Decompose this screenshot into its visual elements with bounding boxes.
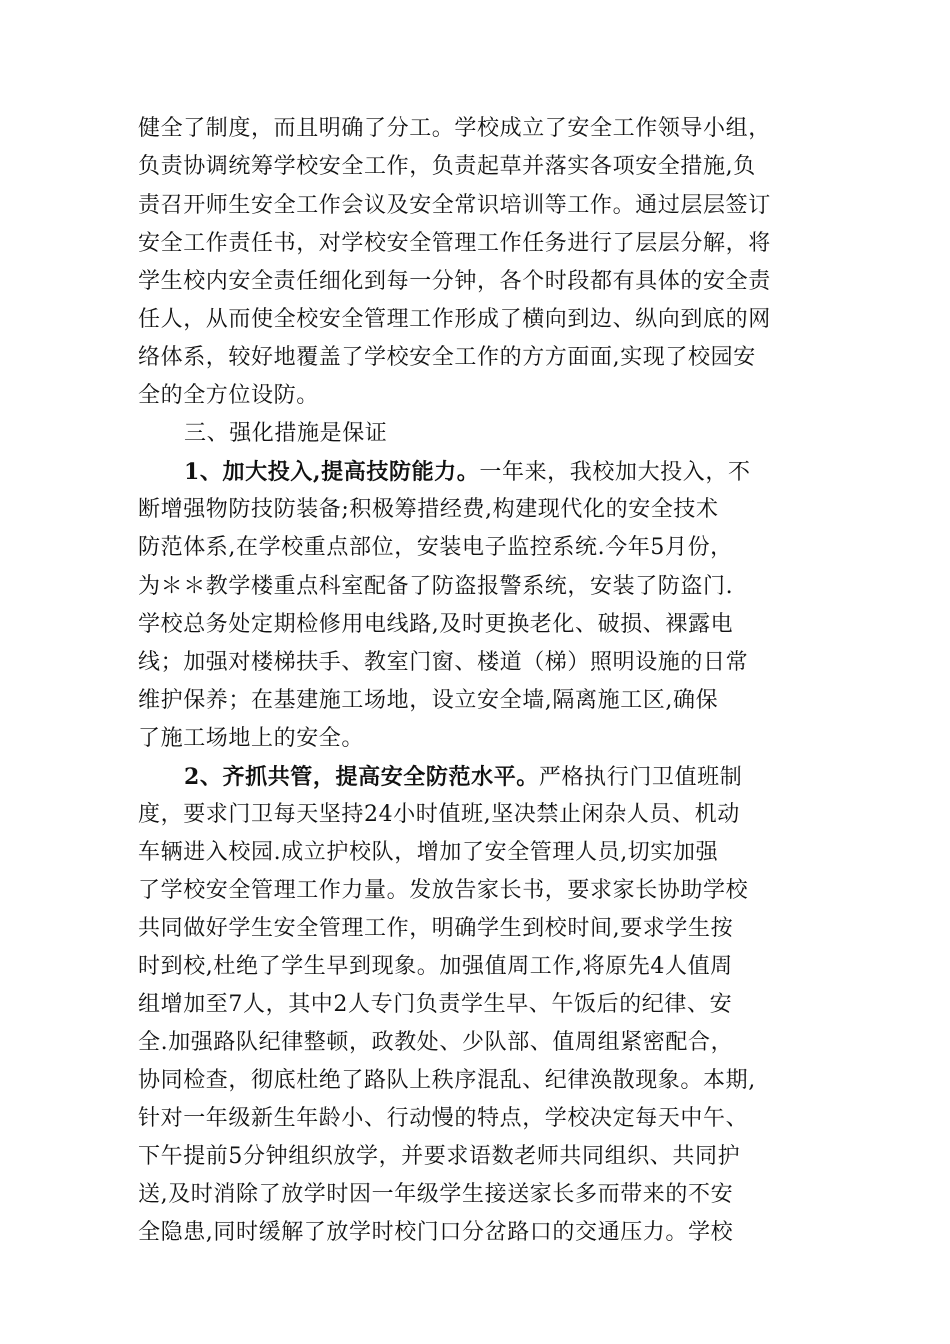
- paragraph-line: 了施工场地上的安全。: [138, 726, 365, 751]
- paragraph-line: 线；加强对楼梯扶手、教室门窗、楼道（梯）照明设施的日常: [138, 650, 749, 675]
- paragraph-line: 学校总务处定期检修用电线路,及时更换老化、破损、裸露电: [138, 612, 734, 637]
- item2-first-line-rest: 严格执行门卫值班制: [538, 765, 743, 790]
- paragraph-line: 时到校,杜绝了学生早到现象。加强值周工作,将原先4人值周: [138, 954, 733, 979]
- item1-heading: 1、加大投入,提高技防能力。: [184, 459, 480, 485]
- paragraph-line: 全.加强路队纪律整顿，政教处、少队部、值周组紧密配合，: [138, 1030, 734, 1055]
- paragraph-line: 为＊＊教学楼重点科室配备了防盗报警系统，安装了防盗门.: [138, 574, 734, 599]
- paragraph-line: 络体系，较好地覆盖了学校安全工作的方方面面,实现了校园安: [138, 345, 756, 370]
- paragraph-line: 负责协调统筹学校安全工作，负责起草并落实各项安全措施,负: [138, 154, 756, 179]
- paragraph-line: 全的全方位设防。: [138, 383, 319, 408]
- item1-first-line: [184, 453, 864, 491]
- paragraph-line: 防范体系,在学校重点部位，安装电子监控系统.今年5月份，: [138, 535, 733, 560]
- paragraph-line: 断增强物防技防装备;积极筹措经费,构建现代化的安全技术: [138, 497, 719, 522]
- paragraph-line: 了学校安全管理工作力量。发放告家长书，要求家长协助学校: [138, 878, 749, 903]
- item2-first-line: [184, 758, 864, 796]
- paragraph-line: 送,及时消除了放学时因一年级学生接送家长多而带来的不安: [138, 1182, 734, 1207]
- paragraph-line: 全隐患,同时缓解了放学时校门口分岔路口的交通压力。学校: [138, 1220, 734, 1245]
- paragraph-line: 安全工作责任书，对学校安全管理工作任务进行了层层分解，将: [138, 231, 771, 256]
- paragraph-line: 组增加至7人，其中2人专门负责学生早、午饭后的纪律、安: [138, 992, 733, 1017]
- section-heading: 三、强化措施是保证: [184, 421, 388, 446]
- paragraph-line: 协同检查，彻底杜绝了路队上秩序混乱、纪律涣散现象。本期,: [138, 1068, 756, 1093]
- paragraph-line: 度，要求门卫每天坚持24小时值班,坚决禁止闲杂人员、机动: [138, 802, 740, 827]
- paragraph-line: 针对一年级新生年龄小、行动慢的特点，学校决定每天中午、: [138, 1106, 749, 1131]
- paragraph-line: 任人，从而使全校安全管理工作形成了横向到边、纵向到底的网: [138, 307, 771, 332]
- paragraph-line: 责召开师生安全工作会议及安全常识培训等工作。通过层层签订: [138, 193, 771, 218]
- paragraph-line: 学生校内安全责任细化到每一分钟，各个时段都有具体的安全责: [138, 269, 771, 294]
- paragraph-line: 维护保养；在基建施工场地，设立安全墙,隔离施工区,确保: [138, 688, 719, 713]
- item2-heading: 2、齐抓共管，提高安全防范水平。: [184, 764, 539, 790]
- paragraph-line: 共同做好学生安全管理工作，明确学生到校时间,要求学生按: [138, 916, 734, 941]
- paragraph-line: 下午提前5分钟组织放学，并要求语数老师共同组织、共同护: [138, 1144, 741, 1169]
- paragraph-line: 健全了制度，而且明确了分工。学校成立了安全工作领导小组，: [138, 116, 771, 141]
- item1-first-line-rest: 一年来，我校加大投入，不: [479, 460, 751, 485]
- paragraph-line: 车辆进入校园.成立护校队，增加了安全管理人员,切实加强: [138, 840, 719, 865]
